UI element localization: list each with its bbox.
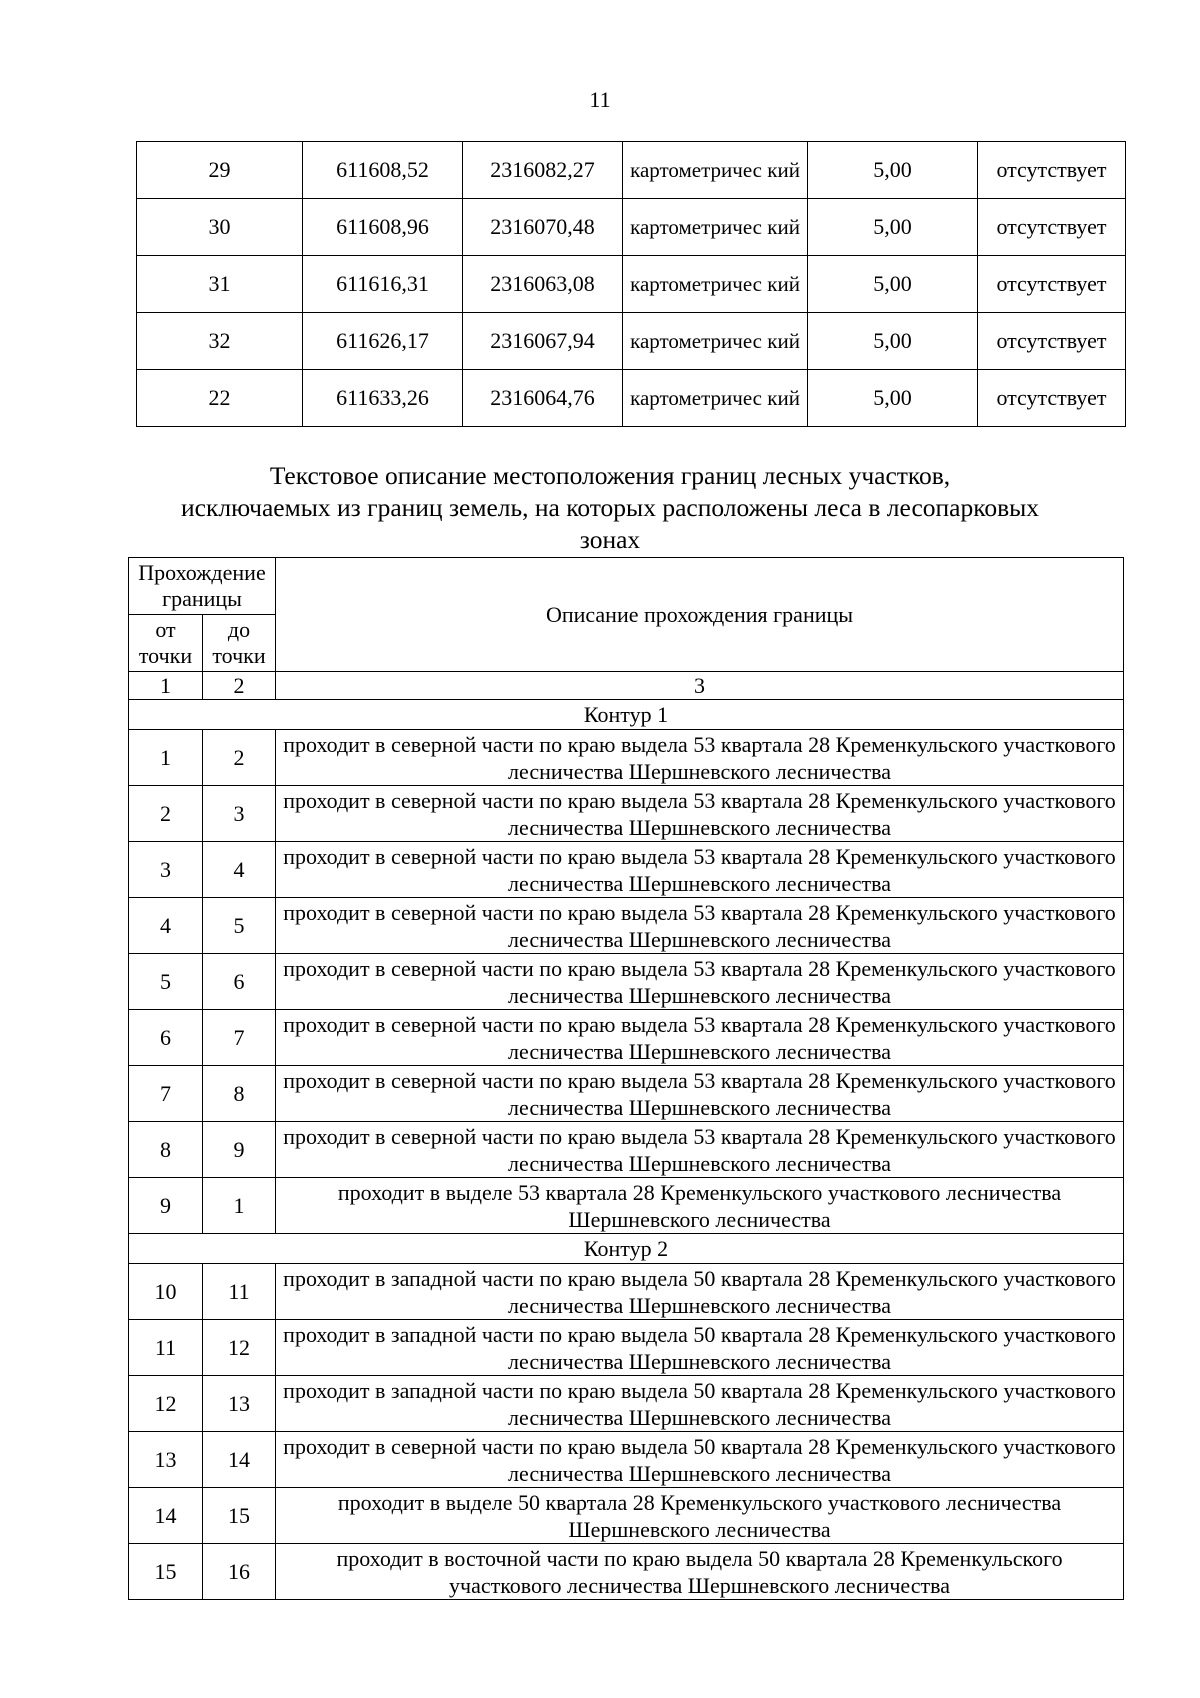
- boundary-mark-status: отсутствует: [978, 313, 1126, 370]
- from-point: 12: [129, 1376, 203, 1432]
- table-row: [137, 142, 1126, 199]
- to-point: 14: [203, 1432, 276, 1488]
- segment-description: проходит в северной части по краю выдела 53 квартала 28 Кременкульского участкового лесничества Шершневского лесничества: [276, 898, 1124, 954]
- segment-description: проходит в северной части по краю выдела 53 квартала 28 Кременкульского участкового лесничества Шершневского лесничества: [276, 1122, 1124, 1178]
- from-point: 5: [129, 954, 203, 1010]
- segment-description: проходит в северной части по краю выдела 53 квартала 28 Кременкульского участкового лесничества Шершневского лесничества: [276, 1010, 1124, 1066]
- determination-method: картометричес кий: [623, 199, 808, 256]
- table-row: [129, 786, 1124, 842]
- table-row: [129, 898, 1124, 954]
- to-point: 12: [203, 1320, 276, 1376]
- table-row: [129, 1544, 1124, 1600]
- to-point: 16: [203, 1544, 276, 1600]
- determination-method: картометричес кий: [623, 313, 808, 370]
- to-point: 5: [203, 898, 276, 954]
- boundary-description-table: [128, 557, 1124, 1600]
- from-point: 9: [129, 1178, 203, 1234]
- to-point: 11: [203, 1264, 276, 1320]
- accuracy-value: 5,00: [808, 199, 978, 256]
- accuracy-value: 5,00: [808, 370, 978, 427]
- from-point: 3: [129, 842, 203, 898]
- segment-description: проходит в западной части по краю выдела 50 квартала 28 Кременкульского участкового лесничества Шершневского лесничества: [276, 1376, 1124, 1432]
- boundary-mark-status: отсутствует: [978, 256, 1126, 313]
- accuracy-value: 5,00: [808, 142, 978, 199]
- boundary-mark-status: отсутствует: [978, 199, 1126, 256]
- to-point: 1: [203, 1178, 276, 1234]
- coordinate-x: 611608,52: [303, 142, 463, 199]
- to-point: 6: [203, 954, 276, 1010]
- from-point: 13: [129, 1432, 203, 1488]
- from-point: 8: [129, 1122, 203, 1178]
- boundary-mark-status: отсутствует: [978, 142, 1126, 199]
- column-number: 3: [276, 672, 1124, 700]
- table-row: [137, 256, 1126, 313]
- from-point: 4: [129, 898, 203, 954]
- column-number: 2: [203, 672, 276, 700]
- table-row: [129, 1376, 1124, 1432]
- section-title: [110, 460, 1110, 556]
- segment-description: проходит в северной части по краю выдела 53 квартала 28 Кременкульского участкового лесничества Шершневского лесничества: [276, 1066, 1124, 1122]
- segment-description: проходит в западной части по краю выдела 50 квартала 28 Кременкульского участкового лесничества Шершневского лесничества: [276, 1320, 1124, 1376]
- table-row: [129, 1122, 1124, 1178]
- from-point: 6: [129, 1010, 203, 1066]
- coordinate-x: 611633,26: [303, 370, 463, 427]
- coordinate-y: 2316067,94: [463, 313, 623, 370]
- accuracy-value: 5,00: [808, 256, 978, 313]
- segment-description: проходит в северной части по краю выдела 53 квартала 28 Кременкульского участкового лесничества Шершневского лесничества: [276, 730, 1124, 786]
- to-point: 8: [203, 1066, 276, 1122]
- table-row: [129, 1432, 1124, 1488]
- to-point: 3: [203, 786, 276, 842]
- to-point: 7: [203, 1010, 276, 1066]
- from-point: 2: [129, 786, 203, 842]
- coordinate-y: 2316063,08: [463, 256, 623, 313]
- to-point: 2: [203, 730, 276, 786]
- section-title-line: Текстовое описание местоположения границ лесных участков,: [269, 461, 951, 490]
- determination-method: картометричес кий: [623, 256, 808, 313]
- from-point: 14: [129, 1488, 203, 1544]
- contour-title: Контур 2: [129, 1234, 1124, 1264]
- to-point: 9: [203, 1122, 276, 1178]
- coordinate-x: 611616,31: [303, 256, 463, 313]
- contour-header-row: [129, 1234, 1124, 1264]
- table-row: [137, 370, 1126, 427]
- point-number: 32: [137, 313, 303, 370]
- table-row: [129, 1066, 1124, 1122]
- page-number: 11: [589, 87, 611, 112]
- point-number: 30: [137, 199, 303, 256]
- table-row: [129, 730, 1124, 786]
- to-point: 15: [203, 1488, 276, 1544]
- table-row: [129, 1488, 1124, 1544]
- point-number: 22: [137, 370, 303, 427]
- table-row: [129, 1010, 1124, 1066]
- from-point: 15: [129, 1544, 203, 1600]
- header-to-point: до точки: [203, 615, 276, 672]
- from-point: 10: [129, 1264, 203, 1320]
- section-title-line: зонах: [579, 525, 641, 554]
- coordinate-y: 2316070,48: [463, 199, 623, 256]
- segment-description: проходит в выделе 50 квартала 28 Кременкульского участкового лесничества Шершневского лесничества: [276, 1488, 1124, 1544]
- section-title-line: исключаемых из границ земель, на которых расположены леса в лесопарковых: [181, 493, 1039, 522]
- segment-description: проходит в северной части по краю выдела 53 квартала 28 Кременкульского участкового лесничества Шершневского лесничества: [276, 786, 1124, 842]
- header-from-point: от точки: [129, 615, 203, 672]
- column-number: 1: [129, 672, 203, 700]
- point-number: 31: [137, 256, 303, 313]
- table-row: [129, 1320, 1124, 1376]
- coordinate-x: 611626,17: [303, 313, 463, 370]
- table-row: [129, 954, 1124, 1010]
- coordinate-x: 611608,96: [303, 199, 463, 256]
- header-description: Описание прохождения границы: [276, 558, 1124, 672]
- table-row: [129, 1264, 1124, 1320]
- from-point: 1: [129, 730, 203, 786]
- determination-method: картометричес кий: [623, 370, 808, 427]
- from-point: 7: [129, 1066, 203, 1122]
- coordinates-table: [136, 141, 1126, 427]
- point-number: 29: [137, 142, 303, 199]
- coordinate-y: 2316082,27: [463, 142, 623, 199]
- table-row: [129, 1178, 1124, 1234]
- segment-description: проходит в северной части по краю выдела 53 квартала 28 Кременкульского участкового лесничества Шершневского лесничества: [276, 954, 1124, 1010]
- coordinate-y: 2316064,76: [463, 370, 623, 427]
- table-row: [129, 842, 1124, 898]
- segment-description: проходит в восточной части по краю выдела 50 квартала 28 Кременкульского участкового лесничества Шершневского лесничества: [276, 1544, 1124, 1600]
- contour-title: Контур 1: [129, 700, 1124, 730]
- segment-description: проходит в выделе 53 квартала 28 Кременкульского участкового лесничества Шершневского лесничества: [276, 1178, 1124, 1234]
- header-boundary-passage: Прохождение границы: [129, 558, 276, 615]
- determination-method: картометричес кий: [623, 142, 808, 199]
- boundary-mark-status: отсутствует: [978, 370, 1126, 427]
- to-point: 13: [203, 1376, 276, 1432]
- segment-description: проходит в северной части по краю выдела 50 квартала 28 Кременкульского участкового лесничества Шершневского лесничества: [276, 1432, 1124, 1488]
- table-row: [137, 199, 1126, 256]
- contour-header-row: [129, 700, 1124, 730]
- accuracy-value: 5,00: [808, 313, 978, 370]
- from-point: 11: [129, 1320, 203, 1376]
- to-point: 4: [203, 842, 276, 898]
- segment-description: проходит в западной части по краю выдела 50 квартала 28 Кременкульского участкового лесничества Шершневского лесничества: [276, 1264, 1124, 1320]
- segment-description: проходит в северной части по краю выдела 53 квартала 28 Кременкульского участкового лесничества Шершневского лесничества: [276, 842, 1124, 898]
- table-row: [137, 313, 1126, 370]
